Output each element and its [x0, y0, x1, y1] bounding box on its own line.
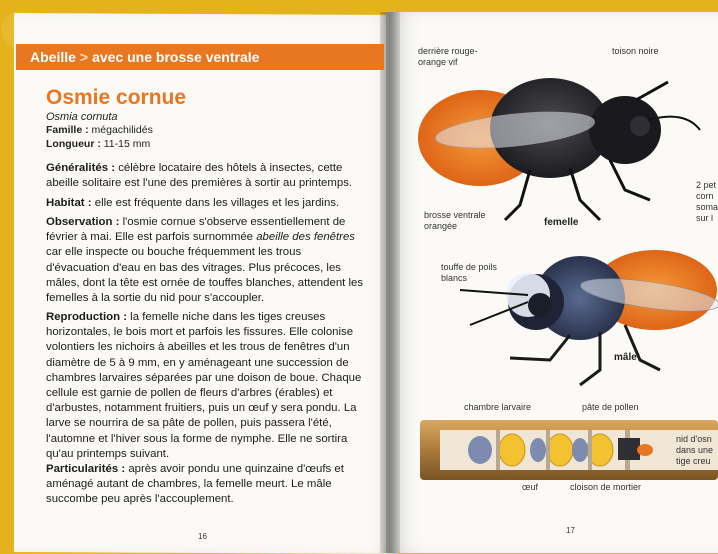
category-bar	[16, 44, 384, 70]
reproduction-label: Reproduction :	[46, 311, 127, 323]
label-nid: nid d'osn dans une tige creu	[676, 434, 714, 466]
label-pate: pâte de pollen	[582, 402, 639, 412]
habitat-label: Habitat :	[46, 197, 92, 209]
observation-text-2: car elle inspecte ou bouche fréquemment les trous d'évacuation d'eau en bas des vitrages. Plus précoces, les mâles, dont la tête est ornée de touffes blanches, attendent les femelles à la sortie du nid pour s'accoupler.	[46, 246, 364, 305]
generalites-paragraph	[46, 161, 364, 191]
page-number-left: 16	[198, 532, 207, 541]
label-male: mâle	[614, 352, 637, 363]
page-number-right: 17	[566, 526, 575, 535]
observation-text-1: l'osmie cornue s'observe essentiellement de février à mai. Elle est parfois surnommée	[46, 216, 346, 244]
label-brosse: brosse ventrale orangée	[424, 210, 486, 231]
family-line	[46, 124, 153, 136]
particularites-label: Particularités :	[46, 463, 126, 475]
book-gutter	[380, 12, 400, 553]
label-cornes: 2 pet corn soma sur l	[696, 180, 718, 223]
observation-paragraph	[46, 215, 364, 306]
species-title: Osmie cornue	[46, 86, 187, 109]
label-oeuf: œuf	[522, 482, 539, 492]
label-touffe: touffe de poils blancs	[441, 262, 497, 283]
family-value: mégachilidés	[91, 124, 153, 136]
latin-name: Osmia cornuta	[46, 111, 118, 123]
particularites-text: après avoir pondu une quinzaine d'œufs et aménagé autant de chambres, la femelle meurt. Le mâle succombe peu après l'accouplement.	[46, 463, 344, 506]
label-chambre: chambre larvaire	[464, 402, 532, 412]
length-line	[46, 138, 150, 150]
observation-italic: abeille des fenêtres	[256, 231, 355, 244]
length-label: Longueur :	[46, 138, 101, 150]
label-toison: toison noire	[612, 46, 659, 56]
generalites-label: Généralités :	[46, 162, 116, 174]
nest-cross-section	[420, 420, 718, 480]
label-derriere: derrière rouge-orange vif	[418, 46, 478, 67]
habitat-paragraph	[46, 196, 364, 211]
reproduction-text: la femelle niche dans les tiges creuses horizontales, le bois mort et parfois les fissures. Elle colonise volontiers les nichoirs à abeilles et les trous de fenêtres d'un diamètre de 5 à 9 mm, en y aménageant une succession de chambres larvaires séparées par une doison de boue. Chaque cellule est garnie de pollen de fleurs d'arbres (érables) et d'arbustes, notamment fruitiers, puis un œuf y sera pondu. La larve se nourrira de sa pâte de pollen, puis passera l'été, l'automne et l'hiver sous la forme de nymphe. Elle ne sortira qu'au printemps suivant.	[46, 311, 362, 460]
family-label: Famille :	[46, 124, 89, 136]
habitat-text: elle est fréquente dans les villages et les jardins.	[94, 197, 340, 209]
category-label: Abeille	[30, 49, 76, 65]
observation-label: Observation :	[46, 216, 120, 228]
particularites-paragraph	[46, 462, 364, 508]
label-femelle: femelle	[544, 217, 579, 228]
subcategory-label: avec une brosse ventrale	[92, 49, 260, 65]
label-cloison: cloison de mortier	[570, 482, 642, 492]
length-value: 11-15 mm	[103, 138, 151, 150]
category-separator: >	[79, 49, 89, 65]
reproduction-paragraph	[46, 310, 364, 462]
generalites-text: célèbre locataire des hôtels à insectes, cette abeille solitaire est l'une des premières à sortir au printemps.	[46, 162, 353, 190]
female-bee	[418, 78, 700, 220]
